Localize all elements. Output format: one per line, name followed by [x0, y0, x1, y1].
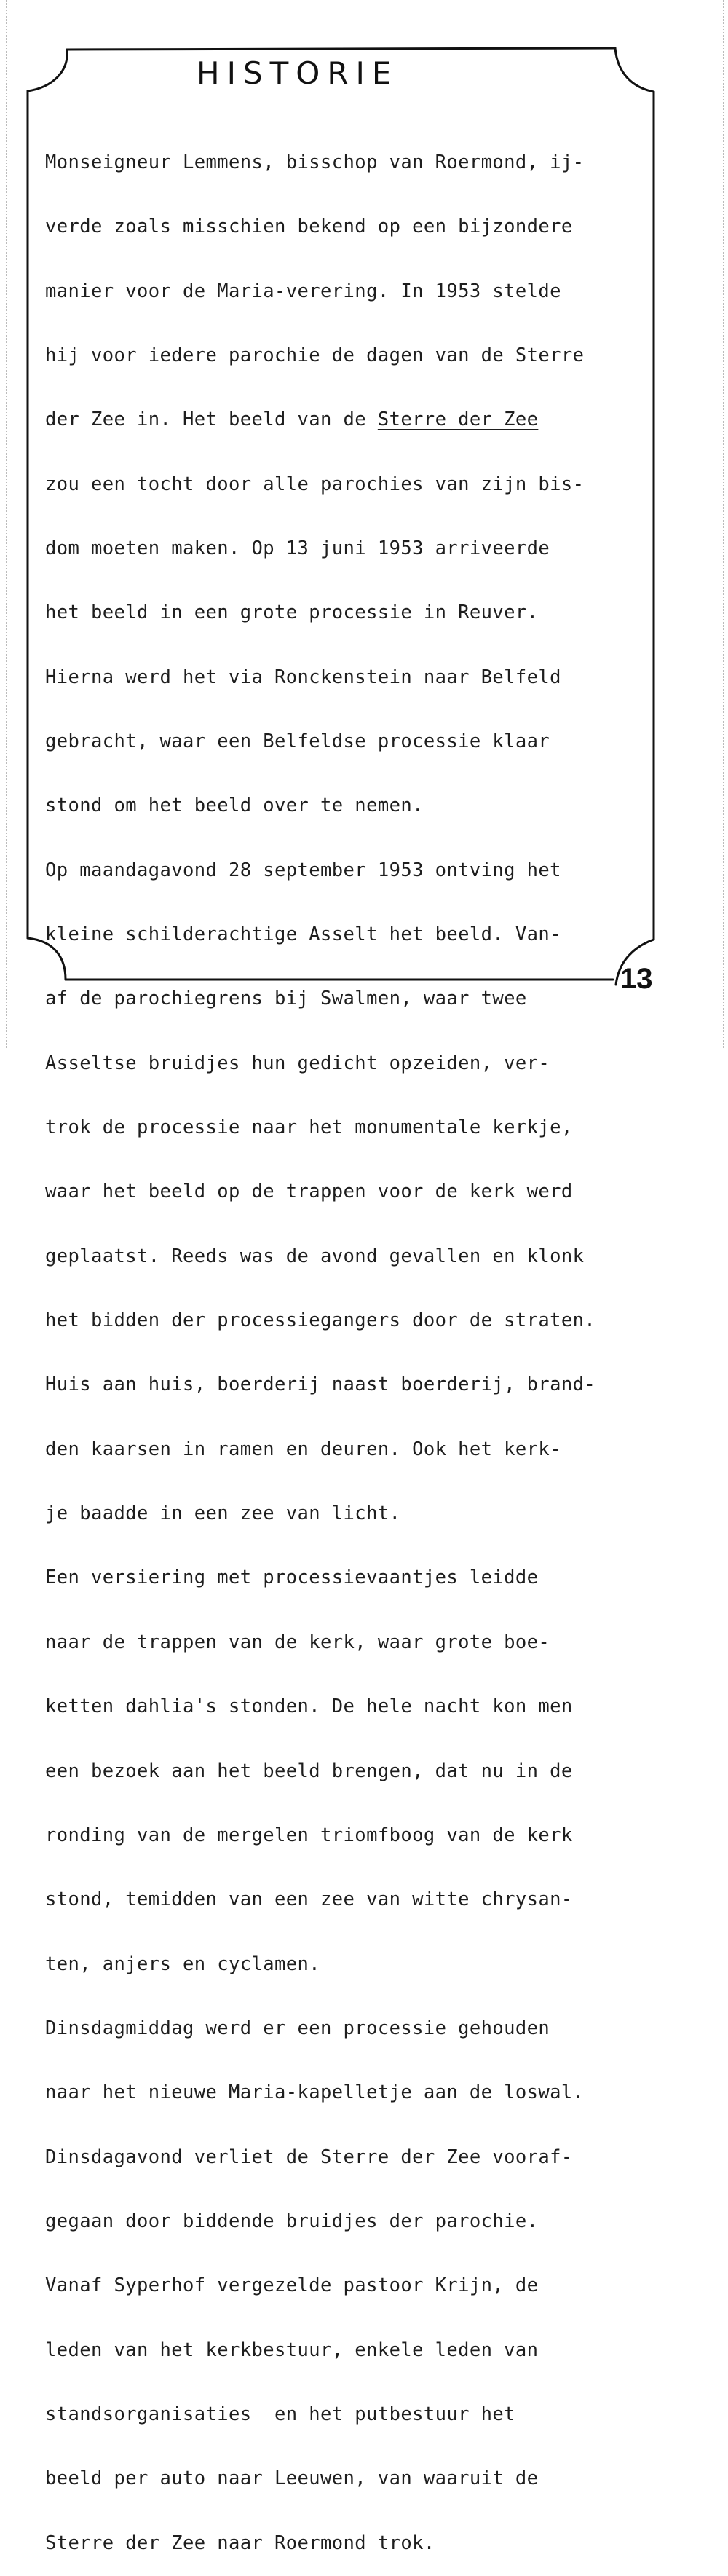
text-line: beeld per auto naar Leeuwen, van waaruit de: [45, 2467, 539, 2490]
text-line: Hierna werd het via Ronckenstein naar Belfeld: [45, 666, 561, 688]
page-number: 13: [620, 963, 653, 995]
text-line: Een versiering met processievaantjes leidde: [45, 1567, 539, 1589]
text-line-start: der Zee in. Het beeld van de: [45, 409, 378, 431]
text-line: Huis aan huis, boerderij naast boerderij, brand-: [45, 1374, 596, 1396]
article-body: [45, 109, 664, 2576]
text-line: af de parochiegrens bij Swalmen, waar twee: [45, 988, 527, 1010]
text-line: gebracht, waar een Belfeldse processie klaar: [45, 730, 550, 752]
text-line: ketten dahlia's stonden. De hele nacht kon men: [45, 1695, 573, 1718]
text-line: Sterre der Zee naar Roermond trok.: [45, 2532, 435, 2554]
text-line: stond, temidden van een zee van witte chrysan-: [45, 1888, 573, 1911]
text-line: ronding van de mergelen triomfboog van de kerk: [45, 1824, 573, 1846]
text-line: Dinsdagavond verliet de Sterre der Zee vooraf-: [45, 2146, 573, 2168]
text-line: leden van het kerkbestuur, enkele leden van: [45, 2339, 539, 2361]
text-line: den kaarsen in ramen en deuren. Ook het kerk-: [45, 1438, 561, 1460]
text-line: naar de trappen van de kerk, waar grote boe-: [45, 1631, 550, 1653]
text-line: waar het beeld op de trappen voor de kerk werd: [45, 1181, 573, 1203]
text-line-with-underline: [45, 409, 664, 430]
text-line: dom moeten maken. Op 13 juni 1953 arriveerde: [45, 537, 550, 559]
text-line: Op maandagavond 28 september 1953 ontving het: [45, 859, 561, 881]
text-line: Dinsdagmiddag werd er een processie gehouden: [45, 2017, 550, 2039]
text-line: verde zoals misschien bekend op een bijzondere: [45, 216, 573, 238]
text-line: Monseigneur Lemmens, bisschop van Roermond, ij-: [45, 151, 585, 173]
text-line: het beeld in een grote processie in Reuver.: [45, 602, 539, 624]
text-line: je baadde in een zee van licht.: [45, 1502, 401, 1525]
text-line: Vanaf Syperhof vergezelde pastoor Krijn, de: [45, 2274, 539, 2297]
text-line: geplaatst. Reeds was de avond gevallen en klonk: [45, 1245, 585, 1267]
text-line: een bezoek aan het beeld brengen, dat nu in de: [45, 1760, 573, 1782]
text-line: standsorganisaties en het putbestuur het: [45, 2403, 515, 2425]
text-line: stond om het beeld over te nemen.: [45, 795, 424, 817]
text-line: Asseltse bruidjes hun gedicht opzeiden, ver-: [45, 1052, 550, 1074]
section-title: HISTORIE: [197, 55, 399, 91]
text-line: naar het nieuwe Maria-kapelletje aan de loswal.: [45, 2081, 585, 2104]
text-line: ten, anjers en cyclamen.: [45, 1953, 321, 1975]
text-line: het bidden der processiegangers door de straten.: [45, 1309, 596, 1332]
text-line: trok de processie naar het monumentale kerkje,: [45, 1116, 573, 1139]
text-line: manier voor de Maria-verering. In 1953 stelde: [45, 280, 561, 302]
text-line: gegaan door biddende bruidjes der parochie.: [45, 2210, 539, 2232]
underlined-phrase: Sterre der Zee: [377, 409, 539, 431]
text-line: zou een tocht door alle parochies van zijn bis-: [45, 473, 585, 495]
text-line: kleine schilderachtige Asselt het beeld. Van-: [45, 923, 561, 946]
text-line: hij voor iedere parochie de dagen van de Sterre: [45, 344, 585, 366]
